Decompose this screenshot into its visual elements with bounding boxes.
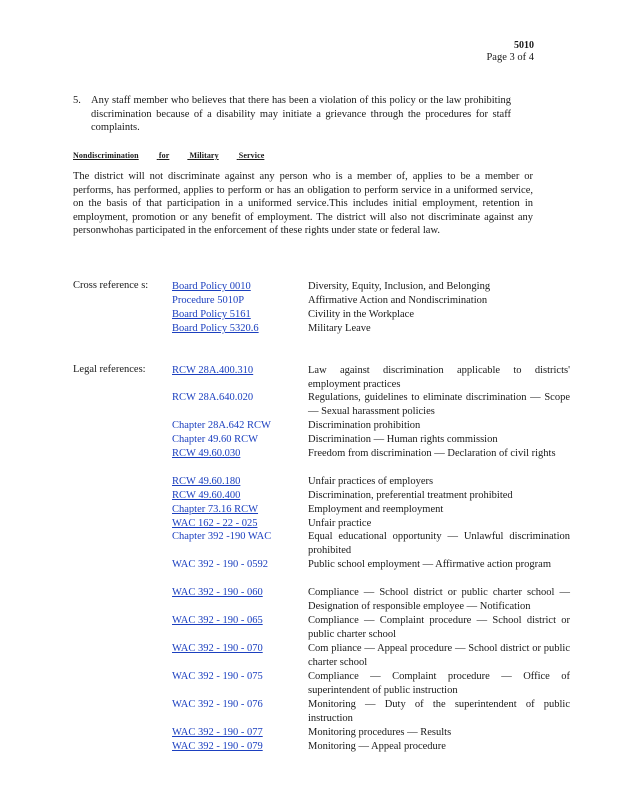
cross-reference-description: Military Leave: [308, 323, 371, 334]
legal-reference-description: Monitoring procedures — Results: [308, 727, 452, 738]
legal-reference-code-link: WAC 392 - 190 - 076: [172, 699, 263, 710]
legal-reference-code-link: WAC 392 - 190 - 075: [172, 671, 263, 682]
legal-reference-description: Monitoring — Appeal procedure: [308, 741, 446, 752]
list-item-text: Any staff member who believes that there has been a violation of this policy or the law prohibiting discrimination because of a disability may initiate a grievance through the procedures for staff complaints.: [91, 95, 511, 134]
section-heading-part: Service: [238, 151, 265, 160]
legal-reference-code-link[interactable]: WAC 392 - 190 - 065: [172, 615, 263, 626]
cross-reference-description: Civility in the Workplace: [308, 309, 414, 320]
section-heading: [73, 151, 282, 160]
legal-reference-code-link: Chapter 28A.642 RCW: [172, 420, 271, 431]
cross-reference-description: Diversity, Equity, Inclusion, and Belonging: [308, 281, 491, 292]
legal-reference-description: Law against discrimination applicable to districts' employment practices: [308, 365, 570, 390]
legal-reference-description: Compliance — Complaint procedure — Office of superintendent of public instruction: [308, 671, 570, 696]
legal-reference-code-link: Chapter 392 -190 WAC: [172, 531, 272, 542]
legal-reference-code-link[interactable]: RCW 49.60.180: [172, 476, 241, 487]
legal-reference-code-link[interactable]: RCW 28A.400.310: [172, 365, 254, 376]
legal-reference-description: Employment and reemployment: [308, 504, 444, 515]
legal-reference-code-link[interactable]: WAC 392 - 190 - 070: [172, 643, 263, 654]
page-indicator: Page 3 of 4: [486, 52, 534, 63]
legal-reference-description: Discrimination, preferential treatment prohibited: [308, 490, 513, 501]
legal-reference-description: Compliance — School district or public charter school — Designation of responsible employee — Notification: [308, 587, 570, 612]
section-heading-part: Military: [189, 151, 219, 160]
legal-reference-code-link[interactable]: WAC 392 - 190 - 060: [172, 587, 263, 598]
legal-reference-code-link: WAC 392 - 190 - 0592: [172, 559, 268, 570]
legal-reference-description: Regulations, guidelines to eliminate discrimination — Scope — Sexual harassment policies: [308, 392, 570, 417]
cross-reference-code-link[interactable]: Board Policy 0010: [172, 281, 251, 292]
legal-reference-description: Com pliance — Appeal procedure — School district or public charter school: [308, 643, 570, 668]
legal-reference-code-link: RCW 28A.640.020: [172, 392, 254, 403]
legal-reference-description: Unfair practice: [308, 518, 372, 529]
legal-reference-description: Unfair practices of employers: [308, 476, 434, 487]
cross-reference-description: Affirmative Action and Nondiscrimination: [308, 295, 488, 306]
cross-reference-code-link: Procedure 5010P: [172, 295, 245, 306]
legal-reference-description: Equal educational opportunity — Unlawful discrimination prohibited: [308, 531, 570, 556]
legal-reference-code-link[interactable]: Chapter 73.16 RCW: [172, 504, 259, 515]
policy-number: 5010: [514, 40, 534, 51]
legal-references-label: Legal references:: [73, 364, 146, 375]
section-body: The district will not discriminate against any person who is a member of, applies to be a member or performs, has performed, applies to perform or has an obligation to perform service in a uniformed service, on the basis of that participation in a uniformed service.This includes initial employment, retention in employment, promotion or any benefit of employment. The district will also not discriminate against any personwhohas participated in the enforcement of these rights under state or federal law.: [73, 171, 533, 237]
legal-reference-code-link[interactable]: WAC 162 - 22 - 025: [172, 518, 258, 529]
legal-reference-description: Monitoring — Duty of the superintendent of public instruction: [308, 699, 570, 724]
cross-reference-code-link[interactable]: Board Policy 5161: [172, 309, 251, 320]
cross-reference-label: Cross reference s:: [73, 280, 149, 291]
legal-reference-description: Compliance — Complaint procedure — School district or public charter school: [308, 615, 570, 640]
legal-reference-code-link[interactable]: RCW 49.60.030: [172, 448, 241, 459]
legal-reference-code-link[interactable]: WAC 392 - 190 - 077: [172, 727, 263, 738]
legal-reference-code-link: Chapter 49.60 RCW: [172, 434, 259, 445]
section-heading-part: for: [158, 151, 170, 160]
legal-reference-description: Discrimination — Human rights commission: [308, 434, 498, 445]
legal-reference-code-link[interactable]: RCW 49.60.400: [172, 490, 241, 501]
section-heading-part: Nondiscrimination: [73, 151, 139, 160]
list-item-number: 5.: [73, 95, 81, 106]
cross-reference-code-link[interactable]: Board Policy 5320.6: [172, 323, 259, 334]
legal-reference-code-link[interactable]: WAC 392 - 190 - 079: [172, 741, 263, 752]
legal-reference-description: Discrimination prohibition: [308, 420, 421, 431]
legal-reference-description: Freedom from discrimination — Declaration of civil rights: [308, 448, 556, 459]
legal-reference-description: Public school employment — Affirmative action program: [308, 559, 552, 570]
